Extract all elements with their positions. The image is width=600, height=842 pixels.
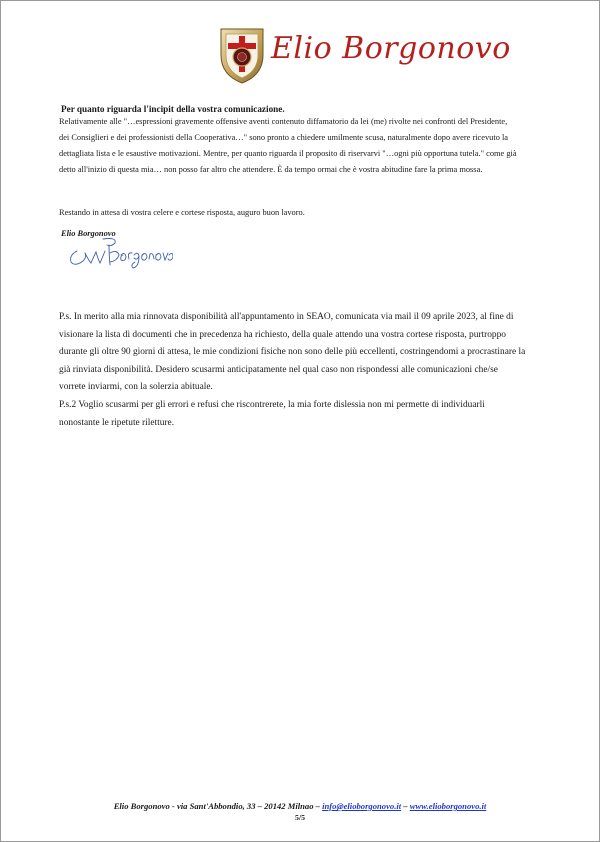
footer-email-link[interactable]: info@elioborgonovo.it bbox=[322, 801, 402, 811]
footer-address bbox=[1, 801, 599, 811]
text-line: nonostante le ripetute riletture. bbox=[59, 417, 175, 428]
footer-separator: – bbox=[401, 801, 410, 811]
text-line: visionare la lista di documenti che in precedenza ha richiesto, della quale attendo una vostra cortese risposta, purtroppo bbox=[59, 329, 506, 340]
closing-line: Restando in attesa di vostra celere e cortese risposta, auguro buon lavoro. bbox=[59, 208, 305, 217]
signature-name: Elio Borgonovo bbox=[61, 229, 116, 238]
crest-shield-icon bbox=[217, 25, 267, 85]
section-heading: Per quanto riguarda l'incipit della vostra comunicazione. bbox=[61, 104, 285, 114]
postscript-2 bbox=[59, 397, 547, 432]
text-line: vorrete inviarmi, con la solerzia abituale. bbox=[59, 382, 213, 393]
footer-address-text: Elio Borgonovo - via Sant'Abbondio, 33 – 20142 Milnao – bbox=[113, 801, 323, 811]
footer-website-link[interactable]: www.elioborgonovo.it bbox=[409, 801, 487, 811]
text-line: P.s. In merito alla mia rinnovata disponibilità all'appuntamento in SEAO, comunicata via mail il 09 aprile 2023, al fine di bbox=[59, 312, 514, 322]
text-line: detto all'inizio di questa mia… non posso far altro che attendere. È da tempo ormai che è vostra abitudine fare la prima mossa. bbox=[59, 165, 483, 174]
text-line: dettagliata lista e le esaustive motivazioni. Mentre, per quanto riguarda il proposito di riservarvi "…ogni più opportuna tutela." come già bbox=[59, 149, 517, 158]
postscript-1 bbox=[59, 309, 547, 397]
brand-name: Elio Borgonovo bbox=[271, 31, 511, 66]
handwritten-signature bbox=[63, 229, 173, 269]
page-number: 5/5 bbox=[295, 813, 305, 822]
text-line: Relativamente alle "…espressioni gravemente offensive aventi contenuto diffamatorio da lei (me) rivolte nei confronti del Presidente, bbox=[59, 117, 508, 126]
text-line: dei Consiglieri e dei professionisti della Cooperativa…" sono pronto a chiedere umilmente scusa, naturalmente dopo avere ricevuto la bbox=[59, 133, 509, 142]
text-line: già rinviata disponibilità. Desidero scusarmi anticipatamente nel qual caso non rispondessi alle comunicazioni che/se bbox=[59, 364, 498, 375]
paragraph-incipit bbox=[59, 114, 547, 178]
text-line: durante gli oltre 90 giorni di attesa, le mie condizioni fisiche non sono delle più eccellenti, costringendomi a procrastinare la bbox=[59, 347, 526, 358]
text-line: P.s.2 Voglio scusarmi per gli errori e refusi che riscontrerete, la mia forte dislessia non mi permette di individuarli bbox=[59, 400, 485, 410]
